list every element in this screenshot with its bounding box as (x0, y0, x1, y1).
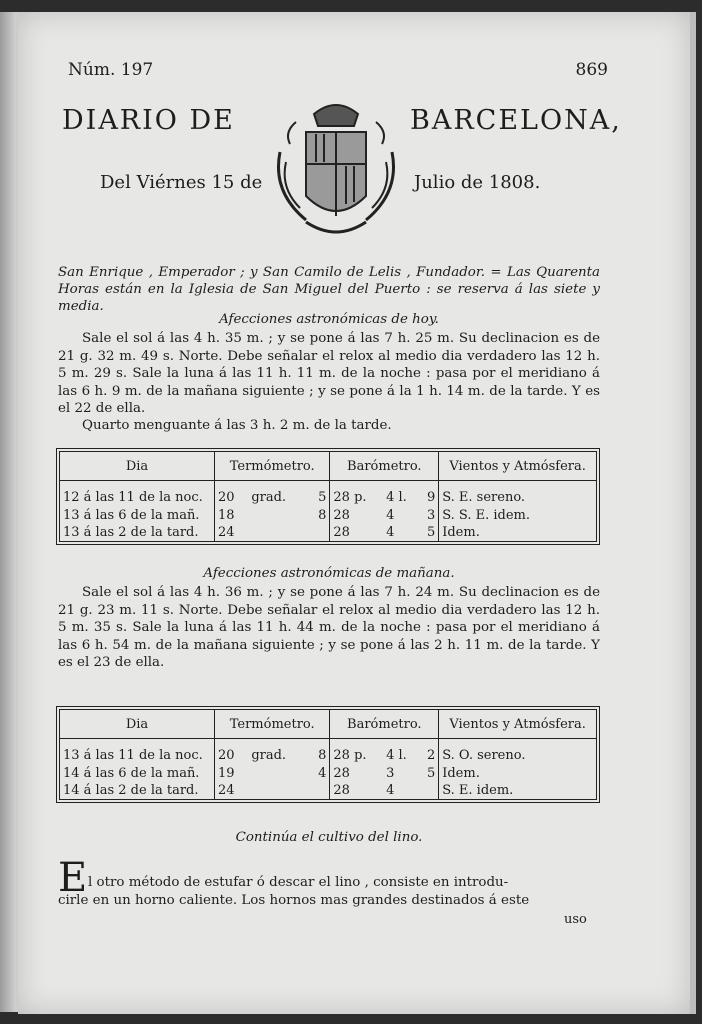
moon-quarter: Quarto menguante á las 3 h. 2 m. de la tarde. (82, 418, 392, 433)
date-left: Del Viérnes 15 de (100, 172, 263, 193)
cell-temp-unit (248, 782, 308, 799)
cell-wind: S. E. idem. (439, 782, 596, 799)
cell-day: 12 á las 11 de la noc. (63, 489, 203, 505)
weather-table-today (56, 448, 600, 545)
date-right: Julio de 1808. (414, 172, 541, 193)
col-winds: Vientos y Atmósfera. (439, 452, 596, 481)
cell-temp: 24 (215, 524, 249, 541)
col-thermometer: Termómetro. (215, 452, 330, 481)
cell-baro-lines: 4 l. (386, 747, 407, 763)
page-number: 869 (575, 60, 608, 80)
cell-baro-inches: 28 (330, 765, 383, 782)
table-row (60, 524, 596, 541)
cell-temp-unit (248, 765, 308, 782)
cell-temp-fraction: 8 (318, 747, 327, 763)
col-barometer: Barómetro. (330, 452, 439, 481)
cell-baro-inches: 28 p. (330, 481, 383, 508)
cell-temp-fraction: 8 (318, 508, 327, 523)
today-heading: Afecciones astronómicas de hoy. (219, 312, 439, 327)
cell-baro-lines: 4 (386, 783, 395, 798)
article-line-2: cirle en un horno caliente. Los hornos mas grandes destinados á este (58, 893, 530, 908)
tomorrow-text (58, 584, 600, 672)
cell-day: 13 á las 6 de la mañ. (63, 508, 200, 523)
cell-baro-lines: 3 (386, 766, 395, 781)
cell-temp: 20 (215, 739, 249, 766)
cell-baro-lines: 4 l. (386, 489, 407, 505)
cell-day: 13 á las 11 de la noc. (63, 747, 203, 763)
title-right: BARCELONA, (410, 105, 622, 136)
table-row (60, 782, 596, 799)
catchword: uso (564, 912, 587, 927)
title-left: DIARIO DE (62, 105, 235, 136)
cell-temp-unit (248, 524, 308, 541)
cell-temp: 19 (215, 765, 249, 782)
article-heading: Continúa el cultivo del lino. (235, 830, 423, 845)
cell-baro-inches: 28 (330, 782, 383, 799)
article-line-1: l otro método de estufar ó descar el lino , consiste en introdu- (88, 875, 509, 890)
cell-baro-points: 3 (426, 508, 436, 523)
article-text (58, 874, 600, 910)
cell-temp: 18 (215, 507, 249, 524)
cell-wind: S. O. sereno. (439, 739, 596, 766)
cell-wind: Idem. (439, 524, 596, 541)
cell-baro-inches: 28 p. (330, 739, 383, 766)
cell-baro-points: 5 (426, 766, 436, 781)
table-row (60, 507, 596, 524)
cell-temp-fraction: 4 (318, 766, 327, 781)
saints-notice: San Enrique , Emperador ; y San Camilo de Lelis , Fundador. = Las Quarenta Horas están en la Iglesia de San Miguel del Puerto : se reserva á las siete y media. (58, 265, 600, 314)
cell-baro-points (419, 782, 439, 799)
cell-wind: S. S. E. idem. (439, 507, 596, 524)
cell-baro-inches: 28 (330, 507, 383, 524)
col-thermometer: Termómetro. (215, 710, 330, 739)
cell-temp-fraction: 5 (318, 489, 327, 505)
cell-temp-unit: grad. (251, 747, 287, 763)
cell-temp-unit (248, 507, 308, 524)
drop-cap: E (58, 855, 88, 901)
today-paragraph: Sale el sol á las 4 h. 35 m. ; y se pone á las 7 h. 25 m. Su declinacion es de 21 g. 32 m. 49 s. Norte. Debe señalar el relox al medio dia verdadero las 12 h. 5 m. 29 s. Sale la luna á las 11 h. 11 m. de la noche : pasa por el meridiano á las 6 h. 9 m. de la mañana siguiente ; y se pone á la 1 h. 14 m. de la tarde. Y es el 22 de ella. (58, 331, 600, 417)
cell-baro-points: 9 (426, 489, 436, 505)
cell-wind: Idem. (439, 765, 596, 782)
col-winds: Vientos y Atmósfera. (439, 710, 596, 739)
coat-of-arms-icon (266, 92, 406, 248)
cell-baro-points: 2 (426, 747, 436, 763)
col-day: Dia (60, 710, 215, 739)
cell-baro-lines: 4 (386, 508, 395, 523)
cell-day: 14 á las 2 de la tard. (63, 783, 199, 798)
cell-baro-points: 5 (426, 525, 436, 540)
newspaper-page (18, 12, 696, 1014)
cell-temp-unit: grad. (251, 489, 287, 505)
issue-number: Núm. 197 (68, 60, 154, 80)
cell-baro-lines: 4 (386, 525, 395, 540)
cell-temp: 24 (215, 782, 249, 799)
cell-day: 13 á las 2 de la tard. (63, 525, 199, 540)
today-text (58, 330, 600, 418)
table-row (60, 765, 596, 782)
cell-baro-inches: 28 (330, 524, 383, 541)
col-day: Dia (60, 452, 215, 481)
cell-day: 14 á las 6 de la mañ. (63, 766, 200, 781)
tomorrow-heading: Afecciones astronómicas de mañana. (203, 566, 455, 581)
table-row (60, 739, 596, 766)
cell-temp-fraction (308, 524, 330, 541)
table-row (60, 481, 596, 508)
cell-temp-fraction (308, 782, 330, 799)
cell-temp: 20 (215, 481, 249, 508)
cell-wind: S. E. sereno. (439, 481, 596, 508)
col-barometer: Barómetro. (330, 710, 439, 739)
tomorrow-paragraph: Sale el sol á las 4 h. 36 m. ; y se pone á las 7 h. 24 m. Su declinacion es de 21 g. 23 m. 11 s. Norte. Debe señalar el relox al medio dia verdadero las 12 h. 5 m. 35 s. Sale la luna á las 11 h. 44 m. de la noche : pasa por el meridiano á las 6 h. 54 m. de la mañana siguiente ; y se pone á las 2 h. 11 m. de la tarde. Y es el 23 de ella. (58, 585, 600, 671)
weather-table-tomorrow (56, 706, 600, 803)
